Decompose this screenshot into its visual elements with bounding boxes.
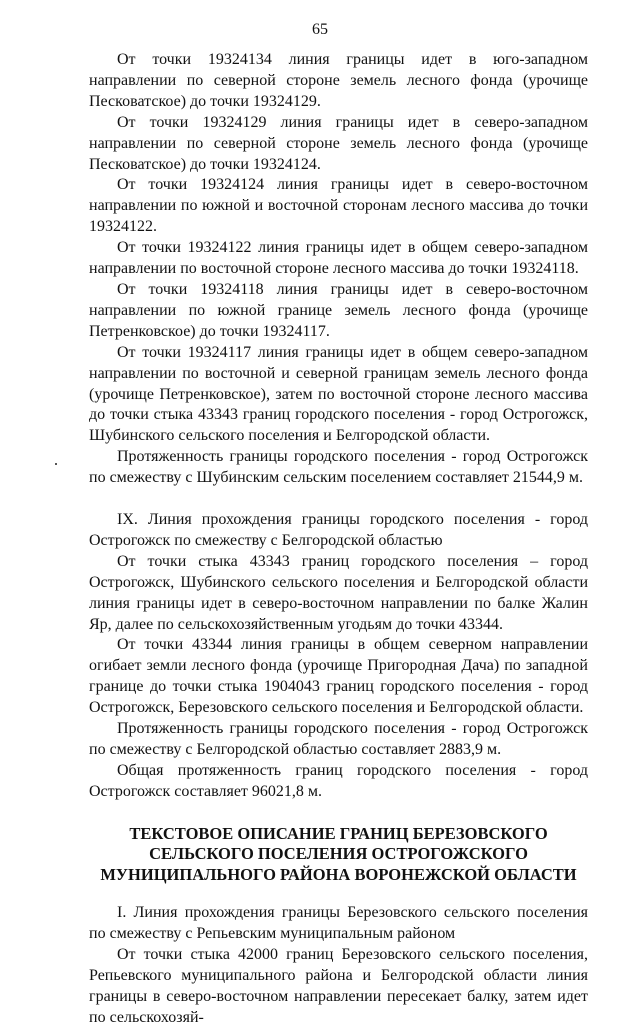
document-heading: ТЕКСТОВОЕ ОПИСАНИЕ ГРАНИЦ БЕРЕЗОВСКОГО СЕЛЬСКОГО ПОСЕЛЕНИЯ ОСТРОГОЖСКОГО МУНИЦИПАЛЬНОГО РАЙОНА ВОРОНЕЖСКОЙ ОБЛАСТИ [100, 823, 577, 884]
paragraph: От точки 19324134 линия границы идет в юго-западном направлении по северной стороне земель лесного фонда (урочище Песковатское) до точки 19324129. [89, 51, 588, 110]
paragraph: От точки 19324129 линия границы идет в северо-западном направлении по северной стороне земель лесного фонда (урочище Песковатское) до точки 19324124. [89, 113, 588, 173]
section-spacer [89, 489, 588, 510]
section-spacer [89, 803, 588, 824]
paragraph: От точки 19324124 линия границы идет в северо-восточном направлении по южной и восточной сторонам лесного массива до точки 19324122. [89, 176, 588, 236]
paragraph: Протяженность границы городского поселения - город Острогожск по смежеству с Белгородской областью составляет 2883,9 м. [89, 720, 588, 758]
paragraph: От точки 19324117 линия границы идет в общем северо-западном направлении по восточной и северной границам земель лесного фонда (урочище Петренковское), затем по восточной стороне лесного массива до точки стыка 43343 границ городского поселения - город Острогожск, Шубинского сельского поселения и Белгородской области. [89, 343, 588, 445]
paragraph: Общая протяженность границ городского поселения - город Острогожск составляет 96021,8 м. [89, 761, 588, 800]
section-title: I. Линия прохождения границы Березовского сельского поселения по смежеству с Репьевским муниципальным районом [89, 904, 588, 943]
section-ostrogozhsk-shubinskoe [89, 50, 588, 489]
section-i-repyevka [89, 903, 588, 1028]
paragraph: От точки стыка 43343 границ городского поселения – город Острогожск, Шубинского сельского поселения и Белгородской области линия границы идет в северо-восточном направлении по балке Жалин Яр, далее по сельскохозяйственным угодьям до точки 43344. [89, 552, 588, 633]
page-number: 65 [312, 21, 328, 38]
section-spacer [89, 885, 588, 903]
document-body [89, 50, 588, 1029]
paragraph: От точки 19324122 линия границы идет в общем северо-западном направлении по восточной стороне лесного массива до точки 19324118. [89, 239, 588, 278]
paragraph: От точки стыка 42000 границ Березовского сельского поселения, Репьевского муниципального района и Белгородской области линия границы в северо-восточном направлении пересекает балку, затем идет по сельскохозяй- [89, 946, 588, 1026]
section-ix-belgorod [89, 510, 588, 803]
paragraph: От точки 19324118 линия границы идет в северо-восточном направлении по южной границе земель лесного фонда (урочище Петренковское) до точки 19324117. [89, 280, 588, 340]
scan-mark [55, 463, 57, 465]
paragraph: Протяженность границы городского поселения - город Острогожск по смежеству с Шубинским сельским поселением составляет 21544,9 м. [89, 448, 588, 487]
section-title: IX. Линия прохождения границы городского поселения - город Острогожск по смежеству с Белгородской областью [89, 511, 588, 549]
paragraph: От точки 43344 линия границы в общем северном направлении огибает земли лесного фонда (урочище Пригородная Дача) по западной границе до точки стыка 1904043 границ городского поселения - город Острогожск, Березовского сельского поселения и Белгородской области. [89, 636, 588, 717]
